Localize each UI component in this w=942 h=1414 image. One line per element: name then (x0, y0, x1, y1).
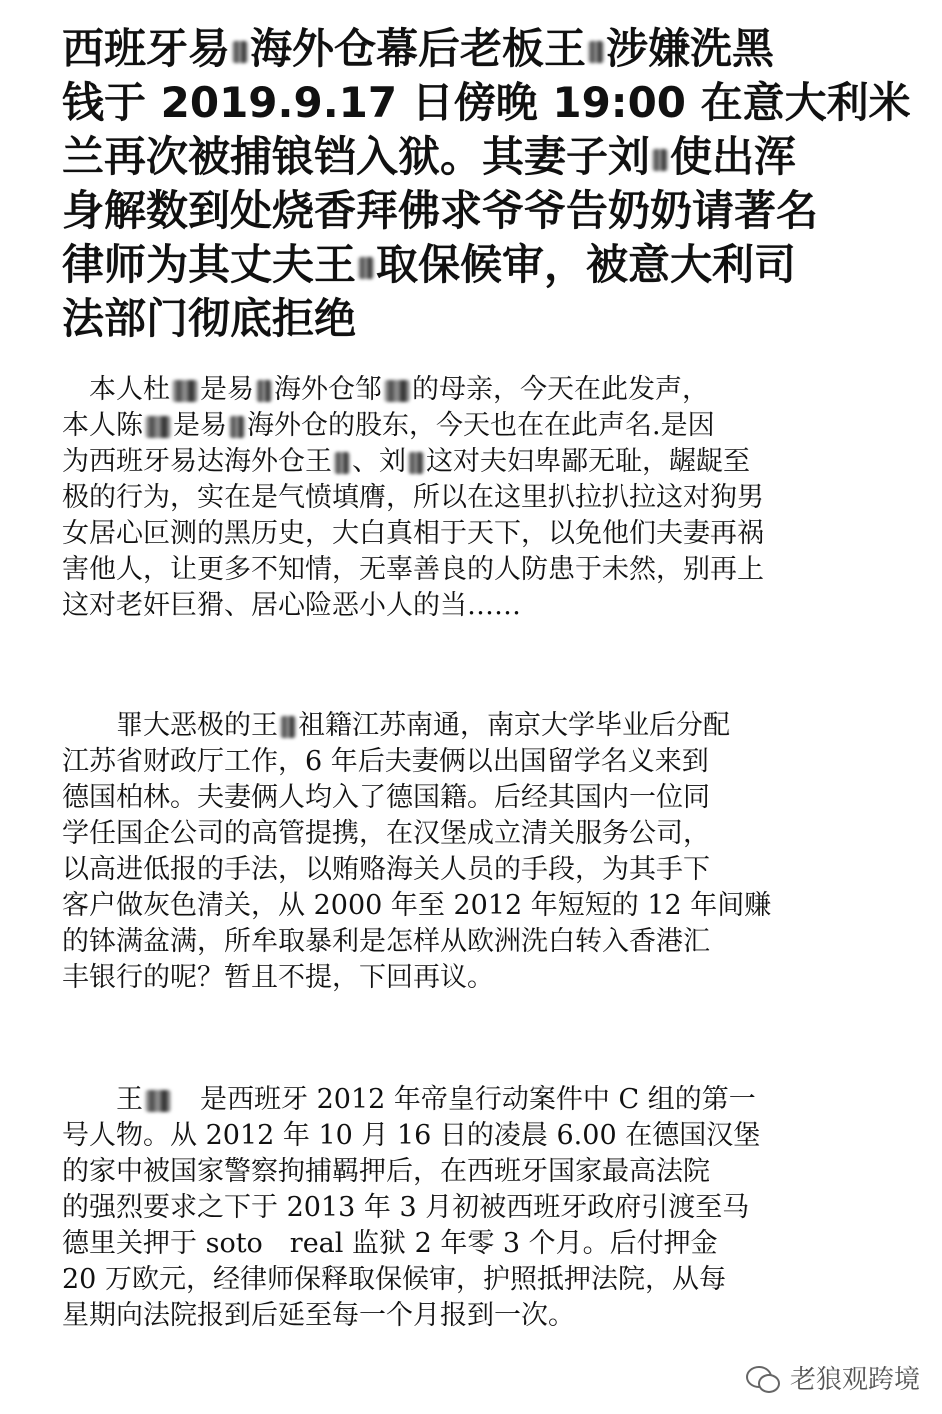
paragraph-line: 德里关押于 soto real 监狱 2 年零 3 个月。后付押金 (62, 1228, 718, 1259)
headline-line (62, 22, 892, 76)
paragraph-case (62, 1082, 892, 1334)
paragraph-background (62, 708, 892, 996)
redaction-blur (384, 380, 410, 402)
redaction-blur (408, 452, 424, 474)
text-run: 王 (116, 1084, 143, 1115)
text-run: 是易 (200, 374, 254, 405)
paragraph-line: 客户做灰色清关，从 2000 年至 2012 年短短的 12 年间赚 (62, 890, 772, 921)
paragraph-line: 20 万欧元，经律师保释取保候审，护照抵押法院，从每 (62, 1264, 726, 1295)
text-run: 取保候审，被意大利司 (376, 240, 797, 289)
paragraph-line (62, 372, 892, 408)
paragraph-line: 星期向法院报到后延至每一个月报到一次。 (62, 1300, 575, 1331)
redaction-blur (229, 416, 245, 438)
headline (62, 22, 911, 346)
paragraph-line (62, 708, 892, 744)
headline-line: 法部门彻底拒绝 (62, 294, 357, 343)
text-run: 兰再次被捕锒铛入狱。其妻子刘 (62, 132, 651, 181)
headline-line: 身解数到处烧香拜佛求爷爷告奶奶请著名 (62, 186, 819, 235)
redaction-blur (256, 380, 272, 402)
paragraph-line: 以高进低报的手法，以贿赂海关人员的手段，为其手下 (62, 854, 710, 885)
paragraph-line: 丰银行的呢？暂且不提，下回再议。 (62, 962, 494, 993)
text-run: 使出浑 (670, 132, 797, 181)
paragraph-line (62, 444, 892, 480)
paragraph-line: 学任国企公司的高管提携，在汉堡成立清关服务公司， (62, 818, 710, 849)
text-run: 本人陈 (62, 410, 143, 441)
redaction-blur (358, 257, 374, 279)
text-run: 祖籍江苏南通，南京大学毕业后分配 (298, 710, 730, 741)
paragraph-line: 女居心叵测的黑历史，大白真相于天下，以免他们夫妻再祸 (62, 518, 764, 549)
text-run: 是西班牙 2012 年帝皇行动案件中 C 组的第一 (200, 1084, 756, 1115)
watermark (746, 1359, 920, 1396)
paragraph-line: 号人物。从 2012 年 10 月 16 日的凌晨 6.00 在德国汉堡 (62, 1120, 761, 1151)
redaction-blur (172, 380, 198, 402)
headline-line (62, 130, 892, 184)
headline-line (62, 238, 892, 292)
paragraph-line (62, 408, 892, 444)
redaction-blur (232, 41, 248, 63)
paragraph-statement (62, 372, 892, 624)
text-run: 是易 (173, 410, 227, 441)
text-run: 西班牙易 (62, 24, 231, 73)
text-run: 罪大恶极的王 (116, 710, 278, 741)
text-run: 海外仓幕后老板王 (250, 24, 587, 73)
text-run: 、刘 (352, 446, 406, 477)
redaction-blur (145, 416, 171, 438)
text-run: 的母亲，今天在此发声， (412, 374, 709, 405)
text-run: 海外仓邹 (274, 374, 382, 405)
paragraph-line: 害他人，让更多不知情，无辜善良的人防患于未然，别再上 (62, 554, 764, 585)
wechat-icon (746, 1364, 780, 1392)
headline-line: 钱于 2019.9.17 日傍晚 19:00 在意大利米 (62, 78, 911, 127)
text-run: 涉嫌洗黑 (606, 24, 775, 73)
redaction-blur (588, 41, 604, 63)
paragraph-line: 这对老奸巨猾、居心险恶小人的当…… (62, 590, 521, 621)
text-run: 这对夫妇卑鄙无耻，龌龊至 (426, 446, 750, 477)
paragraph-line: 的强烈要求之下于 2013 年 3 月初被西班牙政府引渡至马 (62, 1192, 750, 1223)
text-run: 为西班牙易达海外仓王 (62, 446, 332, 477)
redaction-blur (145, 1090, 171, 1112)
text-run: 海外仓的股东，今天也在在此声名.是因 (247, 410, 715, 441)
redaction-blur (652, 149, 668, 171)
paragraph-line: 的钵满盆满，所牟取暴利是怎样从欧洲洗白转入香港汇 (62, 926, 710, 957)
paragraph-line: 江苏省财政厅工作，6 年后夫妻俩以出国留学名义来到 (62, 746, 709, 777)
watermark-text: 老狼观跨境 (789, 1365, 920, 1395)
paragraph-line (62, 1082, 892, 1118)
redaction-blur (280, 716, 296, 738)
redaction-blur (334, 452, 350, 474)
text-run: 本人杜 (89, 374, 170, 405)
paragraph-line: 的家中被国家警察拘捕羁押后，在西班牙国家最高法院 (62, 1156, 710, 1187)
paragraph-line: 极的行为，实在是气愤填膺，所以在这里扒拉扒拉这对狗男 (62, 482, 764, 513)
paragraph-line: 德国柏林。夫妻俩人均入了德国籍。后经其国内一位同 (62, 782, 710, 813)
text-run: 律师为其丈夫王 (62, 240, 357, 289)
